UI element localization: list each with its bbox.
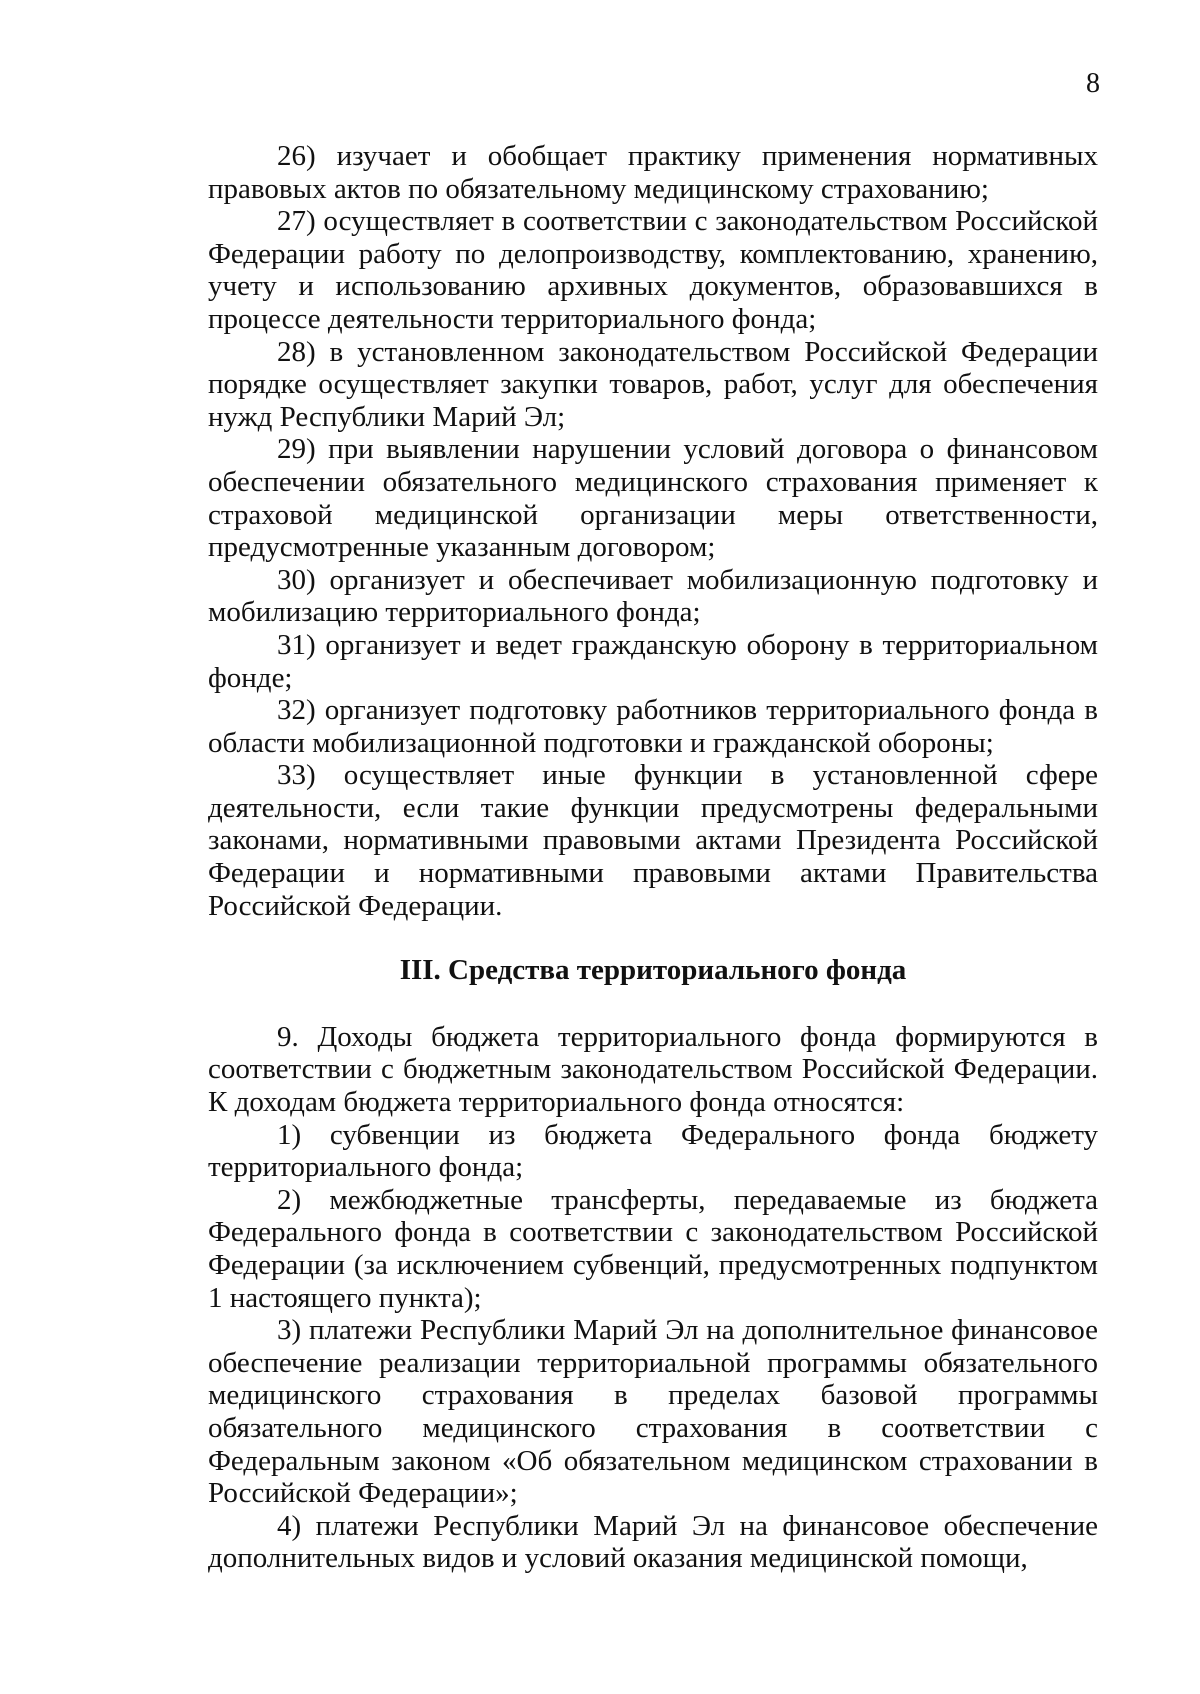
- list-item-28: 28) в установленном законодательством Российской Федерации порядке осуществляет закупки товаров, работ, услуг для обеспечения нужд Республики Марий Эл;: [208, 335, 1098, 433]
- list-item-33: 33) осуществляет иные функции в установленной сфере деятельности, если такие функции предусмотрены федеральными законами, нормативными правовыми актами Президента Российской Федерации и нормативными правовыми актами Правительства Российской Федерации.: [208, 759, 1098, 922]
- page-number: 8: [1086, 68, 1100, 99]
- subitem-4: 4) платежи Республики Марий Эл на финансовое обеспечение дополнительных видов и условий оказания медицинской помощи,: [208, 1509, 1098, 1575]
- list-item-26: 26) изучает и обобщает практику применения нормативных правовых актов по обязательному медицинскому страхованию;: [208, 140, 1098, 205]
- list-item-32: 32) организует подготовку работников территориального фонда в области мобилизационной подготовки и гражданской обороны;: [208, 694, 1098, 759]
- list-item-30: 30) организует и обеспечивает мобилизационную подготовку и мобилизацию территориального фонда;: [208, 563, 1098, 629]
- subitem-3: 3) платежи Республики Марий Эл на дополнительное финансовое обеспечение реализации территориальной программы обязательного медицинского страхования в пределах базовой программы обязательного медицинского страхования в соответствии с Федеральным законом «Об обязательном медицинском страховании в Российской Федерации»;: [208, 1314, 1098, 1510]
- subitem-1: 1) субвенции из бюджета Федерального фонда бюджету территориального фонда;: [208, 1118, 1098, 1184]
- list-item-29: 29) при выявлении нарушении условий договора о финансовом обеспечении обязательного медицинского страхования применяет к страховой медицинской организации меры ответственности, предусмотренные указанным договором;: [208, 433, 1098, 564]
- clause-9: 9. Доходы бюджета территориального фонда формируются в соответствии с бюджетным законодательством Российской Федерации. К доходам бюджета территориального фонда относятся:: [208, 1020, 1098, 1119]
- list-item-31: 31) организует и ведет гражданскую оборону в территориальном фонде;: [208, 628, 1098, 694]
- section-heading: III. Средства территориального фонда: [399, 954, 907, 987]
- subitem-2: 2) межбюджетные трансферты, передаваемые из бюджета Федерального фонда в соответствии с законодательством Российской Федерации (за исключением субвенций, предусмотренных подпунктом 1 настоящего пункта);: [208, 1183, 1098, 1314]
- document-body: [208, 140, 1098, 1575]
- list-item-27: 27) осуществляет в соответствии с законодательством Российской Федерации работу по делопроизводству, комплектованию, хранению, учету и использованию архивных документов, образовавшихся в процессе деятельности территориального фонда;: [208, 205, 1098, 335]
